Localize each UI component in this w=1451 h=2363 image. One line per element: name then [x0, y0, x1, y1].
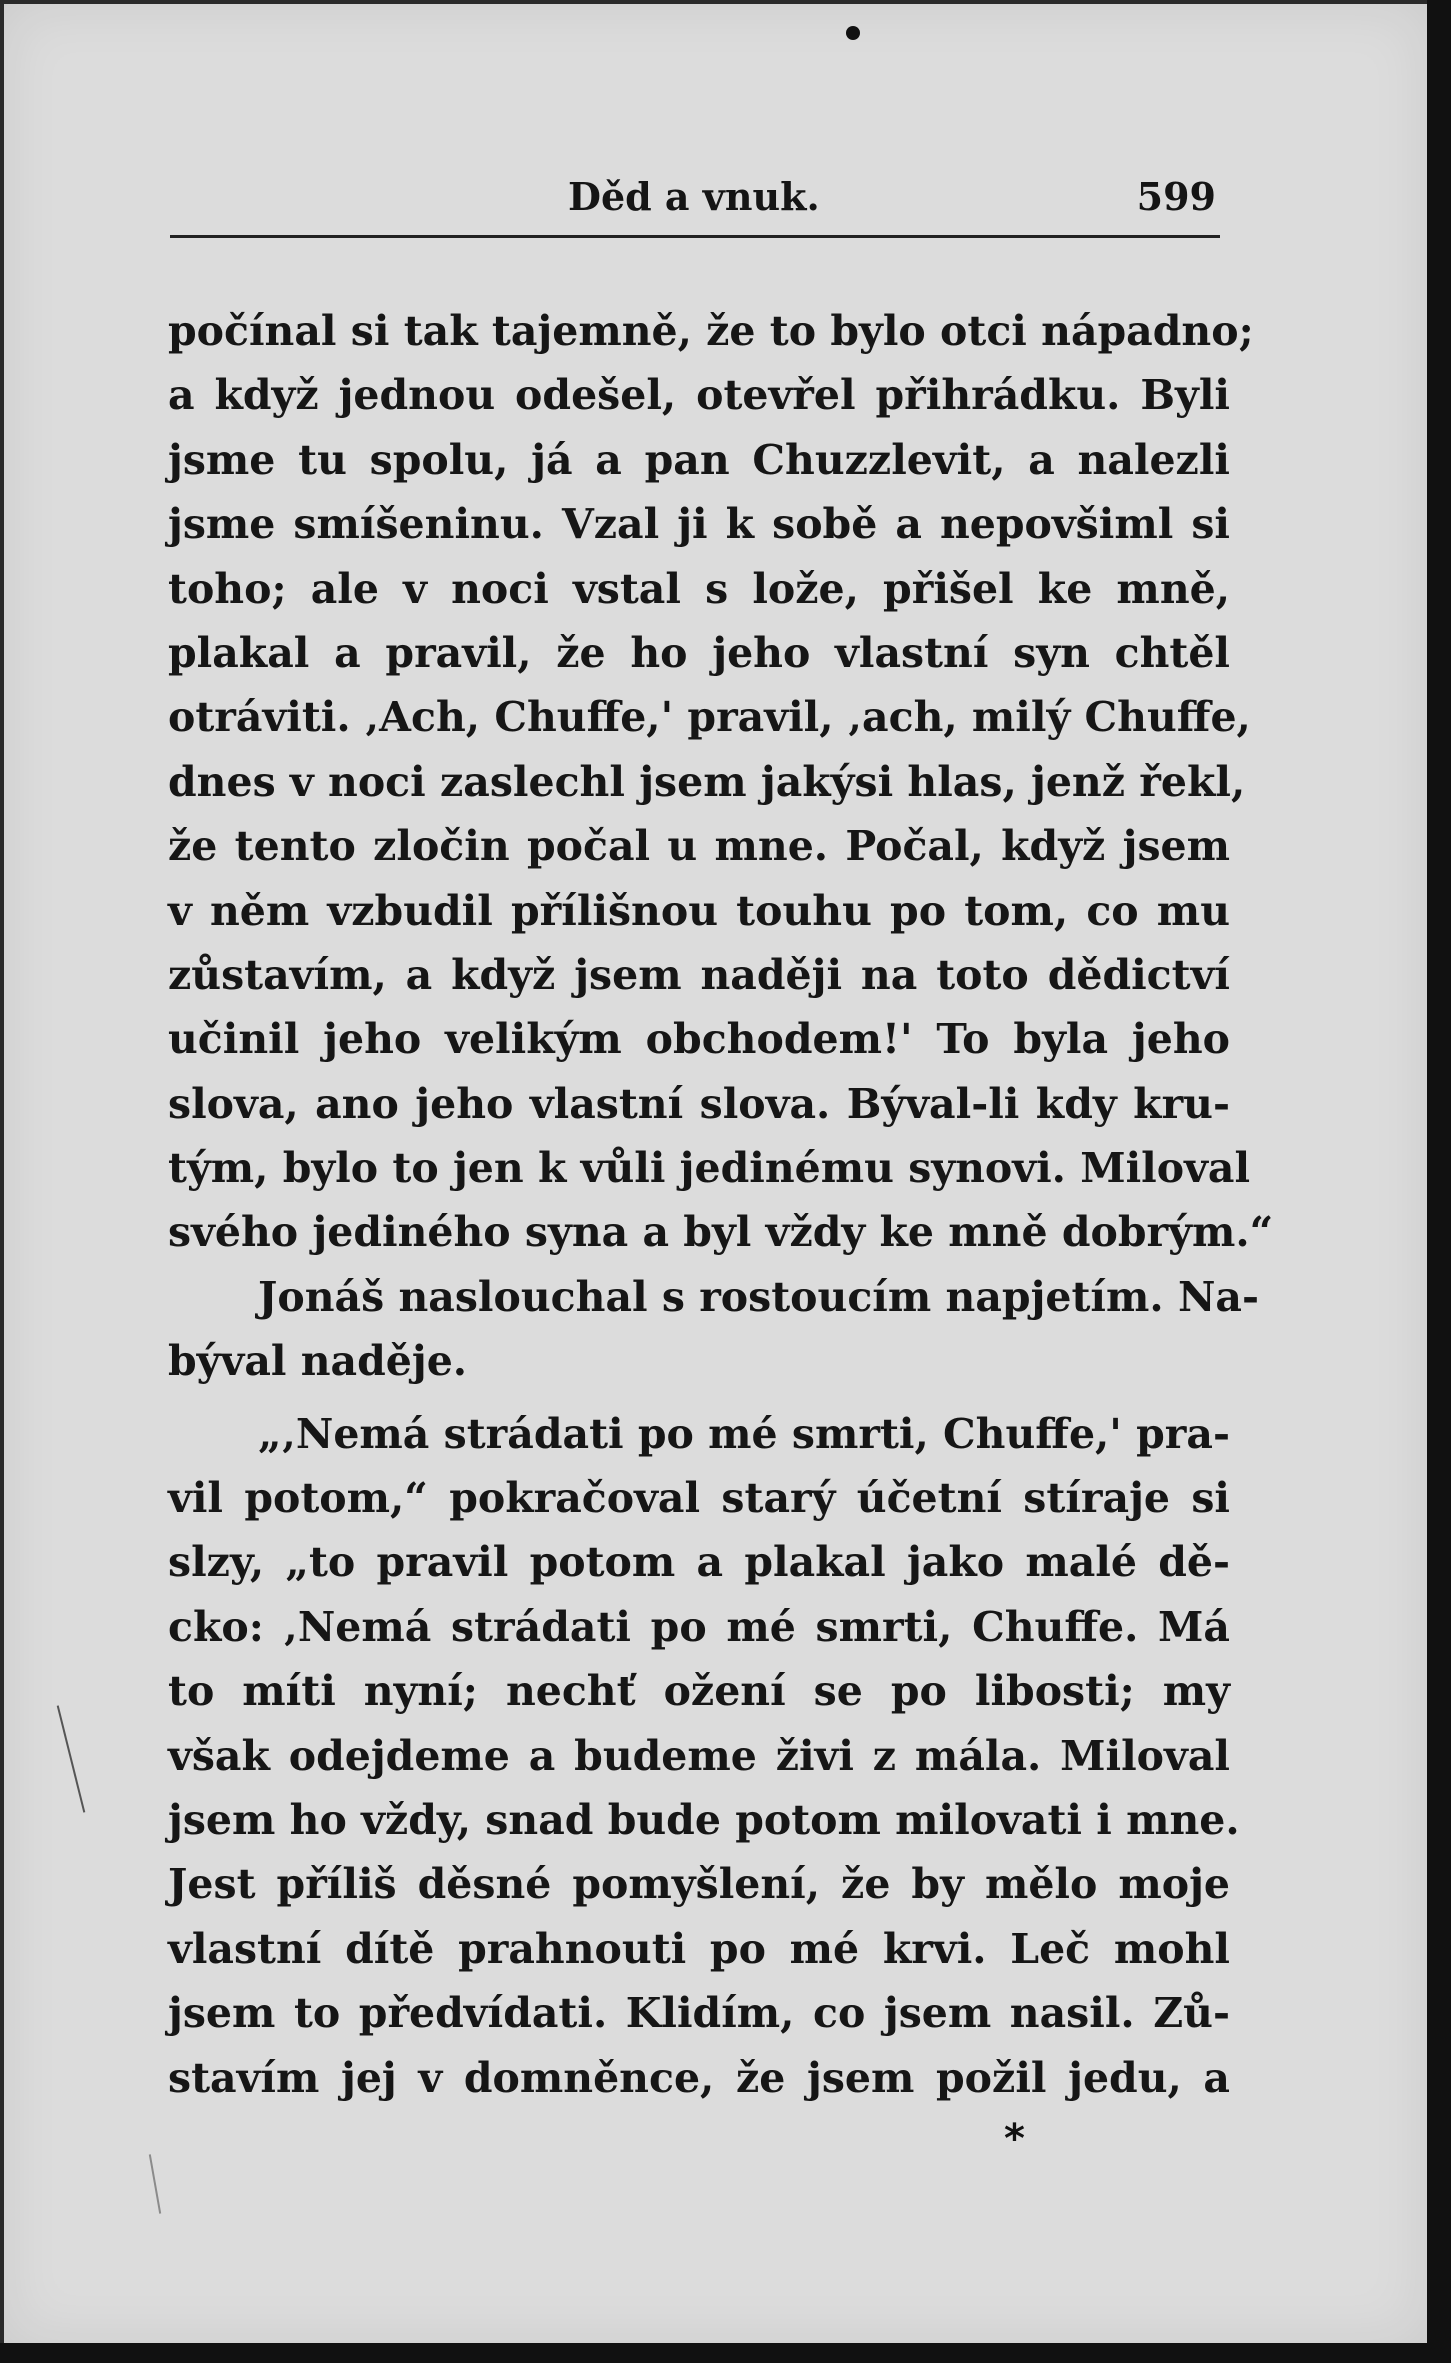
text-line: že tento zločin počal u mne. Počal, když jsem: [168, 822, 1230, 871]
text-line: slzy, „to pravil potom a plakal jako malé dě-: [168, 1538, 1230, 1587]
scan-edge-right: [1427, 0, 1451, 2363]
text-line: slova, ano jeho vlastní slova. Býval-li kdy kru-: [168, 1079, 1230, 1128]
text-line: jsme smíšeninu. Vzal ji k sobě a nepovšiml si: [168, 500, 1230, 549]
text-line: to míti nyní; nechť ožení se po libosti; my: [168, 1667, 1230, 1716]
text-line: svého jediného syna a byl vždy ke mně dobrým.“: [168, 1208, 1274, 1257]
text-line: počínal si tak tajemně, že to bylo otci nápadno;: [168, 307, 1254, 355]
text-line: býval naděje.: [168, 1337, 468, 1386]
book-page: [4, 4, 1427, 2344]
text-line: Jonáš naslouchal s rostoucím napjetím. Na-: [258, 1272, 1259, 1321]
text-line: stavím jej v domněnce, že jsem požil jedu, a: [168, 2053, 1230, 2102]
text-line: vlastní dítě prahnouti po mé krvi. Leč mohl: [168, 1924, 1230, 1973]
text-line: „‚Nemá strádati po mé smrti, Chuffe,' pra-: [258, 1409, 1230, 1458]
body-text: [168, 299, 1274, 2110]
page-number: 599: [1136, 174, 1216, 219]
paragraph-gap: [168, 1394, 1230, 1402]
text-line: učinil jeho velikým obchodem!' To byla jeho: [168, 1015, 1230, 1064]
text-line: toho; ale v noci vstal s lože, přišel ke mně,: [168, 564, 1230, 613]
text-line: cko: ‚Nemá strádati po mé smrti, Chuffe. Má: [168, 1602, 1230, 1651]
text-line: Jest příliš děsné pomyšlení, že by mělo moje: [168, 1860, 1230, 1909]
text-line: tým, bylo to jen k vůli jedinému synovi. Miloval: [168, 1144, 1251, 1193]
signature-mark: *: [1004, 2116, 1025, 2162]
running-head: [166, 174, 1216, 234]
text-line: však odejdeme a budeme živi z mála. Miloval: [168, 1731, 1230, 1780]
text-line: jsem to předvídati. Klidím, co jsem nasil. Zů-: [168, 1989, 1230, 2038]
text-line: plakal a pravil, že ho jeho vlastní syn chtěl: [168, 628, 1230, 677]
scan-edge-bottom: [0, 2343, 1451, 2363]
header-rule: [170, 235, 1220, 238]
scratch-mark: [57, 1705, 86, 1812]
ink-dot: [846, 26, 860, 40]
scratch-mark: [149, 2154, 161, 2213]
text-line: vil potom,“ pokračoval starý účetní stíraje si: [168, 1474, 1230, 1523]
text-line: dnes v noci zaslechl jsem jakýsi hlas, jenž řekl,: [168, 757, 1246, 806]
text-line: jsem ho vždy, snad bude potom milovati i mne.: [168, 1795, 1240, 1844]
running-title: Děd a vnuk.: [568, 174, 820, 219]
text-line: zůstavím, a když jsem naději na toto dědictví: [168, 950, 1230, 999]
text-line: jsme tu spolu, já a pan Chuzzlevit, a nalezli: [168, 435, 1230, 484]
text-line: otráviti. ‚Ach, Chuffe,' pravil, ‚ach, milý Chuffe,: [168, 693, 1251, 742]
text-line: a když jednou odešel, otevřel přihrádku. Byli: [168, 371, 1230, 420]
text-line: v něm vzbudil přílišnou touhu po tom, co mu: [168, 886, 1230, 935]
